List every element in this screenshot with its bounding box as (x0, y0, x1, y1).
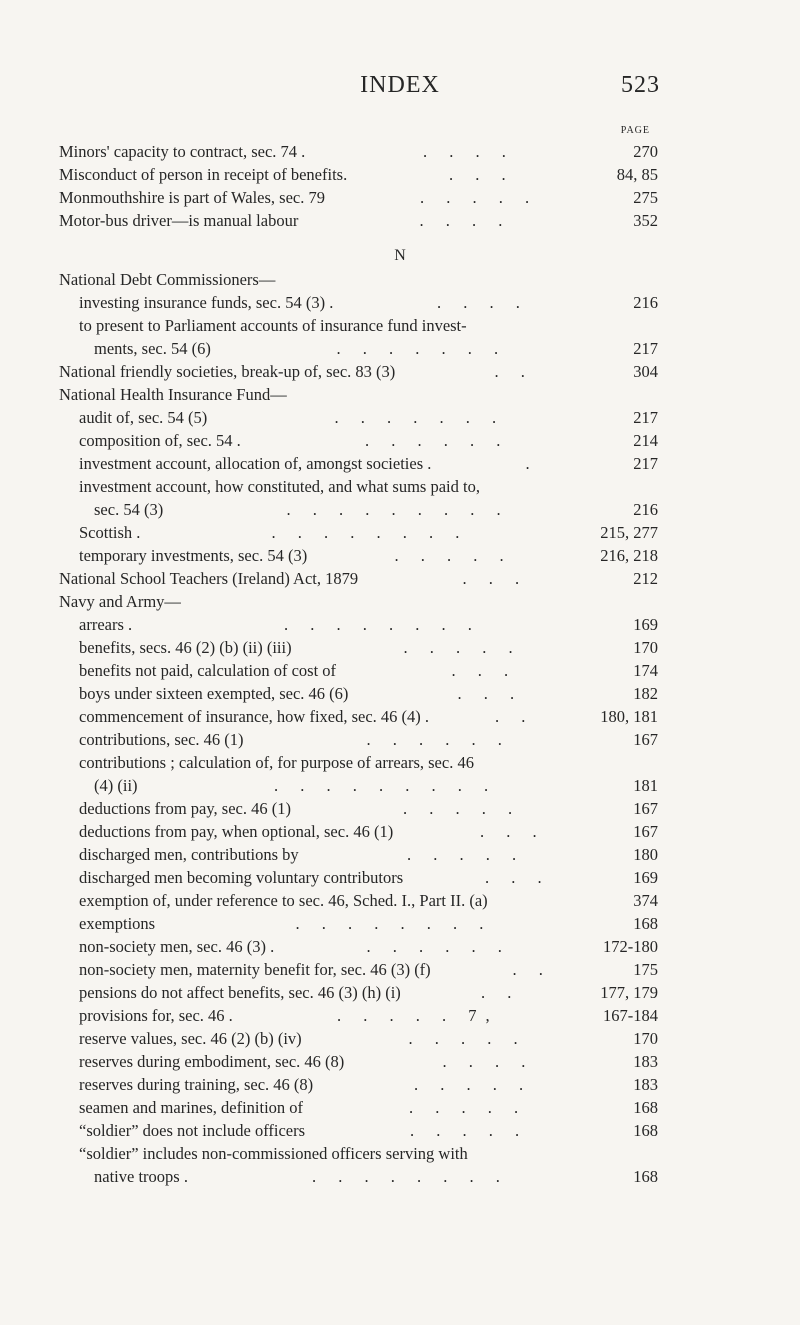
entry-leader-dots: . . (512, 960, 552, 979)
entry-text: deductions from pay, when optional, sec. 46 (1) (79, 822, 394, 841)
index-entry (0, 935, 800, 958)
entry-text: benefits, secs. 46 (2) (b) (ii) (iii) (79, 638, 292, 657)
entry-page-ref: 172-180 (603, 937, 658, 956)
index-entry (0, 590, 800, 613)
entry-leader-dots: . . (481, 983, 521, 1002)
index-entry (0, 682, 800, 705)
entry-page-ref: 352 (633, 211, 658, 230)
entry-text: investment account, how constituted, and what sums paid to, (79, 477, 480, 496)
entry-page-ref: 84, 85 (616, 165, 658, 184)
index-entry (0, 337, 800, 360)
index-entry (0, 291, 800, 314)
entry-text: discharged men, contributions by (79, 845, 299, 864)
index-entry (0, 981, 800, 1004)
entry-text: arrears . (79, 615, 133, 634)
entry-leader-dots: . . . . (442, 1052, 535, 1071)
entry-text: Navy and Army— (59, 592, 181, 611)
entry-leader-dots: . . . . . (394, 546, 513, 565)
entry-page-ref: 168 (633, 1098, 658, 1117)
entry-leader-dots: . . . (462, 569, 529, 588)
entry-leader-dots: . . (495, 707, 535, 726)
index-entry (0, 728, 800, 751)
entry-text: “soldier” does not include officers (79, 1121, 306, 1140)
index-entry (0, 429, 800, 452)
page-number: 523 (621, 72, 660, 98)
entry-page-ref: 168 (633, 914, 658, 933)
entry-text: composition of, sec. 54 . (79, 431, 241, 450)
entry-text: boys under sixteen exempted, sec. 46 (6) (79, 684, 349, 703)
entry-page-ref: 217 (633, 408, 658, 427)
running-head-title: INDEX (360, 72, 440, 98)
entry-page-ref: 275 (633, 188, 658, 207)
index-entry (0, 1050, 800, 1073)
index-entry (0, 774, 800, 797)
index-entry (0, 1004, 800, 1027)
entry-text: sec. 54 (3) (94, 500, 164, 519)
index-entry (0, 163, 800, 186)
entry-leader-dots: . . . . . . (366, 937, 511, 956)
entry-page-ref: 170 (633, 638, 658, 657)
entry-page-ref: 374 (633, 891, 658, 910)
entry-leader-dots: . . . . . . (366, 730, 511, 749)
entry-text: “soldier” includes non-commissioned officers serving with (79, 1144, 468, 1163)
index-entry (0, 912, 800, 935)
index-entry (0, 406, 800, 429)
index-entry (0, 820, 800, 843)
index-entry (0, 567, 800, 590)
index-entry (0, 1096, 800, 1119)
entry-text: reserves during training, sec. 46 (8) (79, 1075, 314, 1094)
entries-m (0, 140, 800, 232)
entry-text: pensions do not affect benefits, sec. 46 (3) (h) (i) (79, 983, 401, 1002)
entry-page-ref: 181 (633, 776, 658, 795)
index-entry (0, 360, 800, 383)
entry-text: reserve values, sec. 46 (2) (b) (iv) (79, 1029, 302, 1048)
entry-text: Scottish . (79, 523, 141, 542)
index-entry (0, 475, 800, 498)
entries-n (0, 268, 800, 1188)
entry-leader-dots: . . . (485, 868, 551, 887)
index-entry (0, 1142, 800, 1165)
entry-page-ref: 183 (633, 1075, 658, 1094)
entry-page-ref: 215, 277 (600, 523, 658, 542)
entry-page-ref: 167 (633, 822, 658, 841)
entry-leader-dots: . . . . . . . (336, 339, 508, 358)
entry-page-ref: 217 (633, 339, 658, 358)
entry-leader-dots: . . . . . (403, 799, 522, 818)
index-entry (0, 636, 800, 659)
entry-text: National friendly societies, break-up of, sec. 83 (3) (59, 362, 396, 381)
entry-leader-dots: . . . . (419, 211, 512, 230)
index-entry (0, 1165, 800, 1188)
section-letter: N (394, 247, 406, 264)
page-column-label: PAGE (620, 125, 650, 136)
entry-page-ref: 304 (633, 362, 658, 381)
entry-leader-dots: . . . (451, 661, 518, 680)
index-entry (0, 383, 800, 406)
entry-page-ref: 270 (633, 142, 658, 161)
entry-leader-dots: . . (494, 362, 534, 381)
entry-text: deductions from pay, sec. 46 (1) (79, 799, 291, 818)
entry-leader-dots: . . . . . (410, 1121, 529, 1140)
entry-text: Misconduct of person in receipt of benefits. (59, 165, 348, 184)
entry-text: (4) (ii) (94, 776, 138, 795)
entry-leader-dots: . . . . . (409, 1098, 528, 1117)
entry-text: exemptions (79, 914, 156, 933)
entry-page-ref: 169 (633, 615, 658, 634)
index-entries (0, 140, 800, 1188)
entry-leader-dots: . . . . . (420, 188, 539, 207)
entry-leader-dots: . . . . (423, 142, 515, 161)
index-entry (0, 1119, 800, 1142)
entry-page-ref: 217 (633, 454, 658, 473)
index-entry (0, 1073, 800, 1096)
entry-leader-dots: . . . . . . . . (312, 1167, 509, 1186)
entry-leader-dots: . . . . . (403, 638, 522, 657)
entry-text: National School Teachers (Ireland) Act, 1879 (59, 569, 359, 588)
entry-page-ref: 216 (633, 500, 658, 519)
entry-text: Motor-bus driver—is manual labour (59, 211, 299, 230)
index-entry (0, 751, 800, 774)
entry-page-ref: 167 (633, 730, 658, 749)
index-entry (0, 268, 800, 291)
entry-text: discharged men becoming voluntary contributors (79, 868, 404, 887)
index-entry (0, 544, 800, 567)
entry-leader-dots: . . . . . . (365, 431, 510, 450)
entry-page-ref: 177, 179 (600, 983, 658, 1002)
entry-text: commencement of insurance, how fixed, sec. 46 (4) . (79, 707, 430, 726)
entry-leader-dots: . . . (480, 822, 546, 841)
entry-text: benefits not paid, calculation of cost of (79, 661, 337, 680)
index-entry (0, 521, 800, 544)
entry-text: seamen and marines, definition of (79, 1098, 304, 1117)
entry-page-ref: 168 (633, 1167, 658, 1186)
entry-page-ref: 169 (633, 868, 658, 887)
entry-leader-dots: . . . . . . . . (284, 615, 481, 634)
entry-leader-dots: . . . (449, 165, 515, 184)
entry-leader-dots: . . . . . 7, (337, 1006, 499, 1025)
entry-text: contributions, sec. 46 (1) (79, 730, 244, 749)
entry-page-ref: 168 (633, 1121, 658, 1140)
index-entry (0, 613, 800, 636)
index-entry (0, 140, 800, 163)
entry-text: audit of, sec. 54 (5) (79, 408, 208, 427)
entry-leader-dots: . . . . . . . . . (274, 776, 498, 795)
entry-page-ref: 216, 218 (600, 546, 658, 565)
entry-text: investing insurance funds, sec. 54 (3) . (79, 293, 334, 312)
entry-text: provisions for, sec. 46 . (79, 1006, 233, 1025)
index-entry (0, 659, 800, 682)
entry-text: National Debt Commissioners— (59, 270, 276, 289)
entry-leader-dots: . . . . . (408, 1029, 527, 1048)
entry-page-ref: 175 (633, 960, 658, 979)
entry-text: ments, sec. 54 (6) (94, 339, 211, 358)
entry-leader-dots: . . . . . . . . (295, 914, 493, 933)
entry-leader-dots: . (525, 454, 539, 473)
entry-page-ref: 182 (633, 684, 658, 703)
index-entry (0, 958, 800, 981)
entry-text: Minors' capacity to contract, sec. 74 . (59, 142, 306, 161)
entry-page-ref: 167-184 (603, 1006, 658, 1025)
entry-text: non-society men, maternity benefit for, sec. 46 (3) (f) (79, 960, 431, 979)
entry-page-ref: 180, 181 (600, 707, 658, 726)
entry-page-ref: 170 (633, 1029, 658, 1048)
index-entry (0, 843, 800, 866)
entry-page-ref: 212 (633, 569, 658, 588)
index-entry (0, 797, 800, 820)
entry-text: exemption of, under reference to sec. 46, Sched. I., Part II. (a) (79, 891, 488, 910)
entry-text: investment account, allocation of, amongst societies . (79, 454, 432, 473)
entry-text: native troops . (94, 1167, 188, 1186)
entry-text: temporary investments, sec. 54 (3) (79, 546, 308, 565)
entry-page-ref: 214 (633, 431, 658, 450)
running-head (0, 72, 800, 108)
entry-text: National Health Insurance Fund— (59, 385, 287, 404)
index-entry (0, 186, 800, 209)
entry-leader-dots: . . . . (437, 293, 529, 312)
index-entry (0, 452, 800, 475)
entry-text: to present to Parliament accounts of insurance fund invest- (79, 316, 467, 335)
entry-leader-dots: . . . . . . . . (271, 523, 469, 542)
entry-page-ref: 174 (633, 661, 658, 680)
entry-leader-dots: . . . . . . . (334, 408, 506, 427)
entry-leader-dots: . . . . . . . . . (286, 500, 510, 519)
entry-leader-dots: . . . . . (414, 1075, 533, 1094)
index-entry (0, 705, 800, 728)
entry-page-ref: 167 (633, 799, 658, 818)
index-entry (0, 889, 800, 912)
index-entry (0, 1027, 800, 1050)
entry-text: Monmouthshire is part of Wales, sec. 79 (59, 188, 325, 207)
index-entry (0, 498, 800, 521)
entry-page-ref: 183 (633, 1052, 658, 1071)
entry-leader-dots: . . . (457, 684, 524, 703)
entry-text: non-society men, sec. 46 (3) . (79, 937, 275, 956)
entry-leader-dots: . . . . . (407, 845, 526, 864)
entry-text: contributions ; calculation of, for purpose of arrears, sec. 46 (79, 753, 474, 772)
entry-page-ref: 180 (633, 845, 658, 864)
index-entry (0, 314, 800, 337)
index-entry (0, 209, 800, 232)
index-entry (0, 866, 800, 889)
entry-text: reserves during embodiment, sec. 46 (8) (79, 1052, 345, 1071)
entry-page-ref: 216 (633, 293, 658, 312)
